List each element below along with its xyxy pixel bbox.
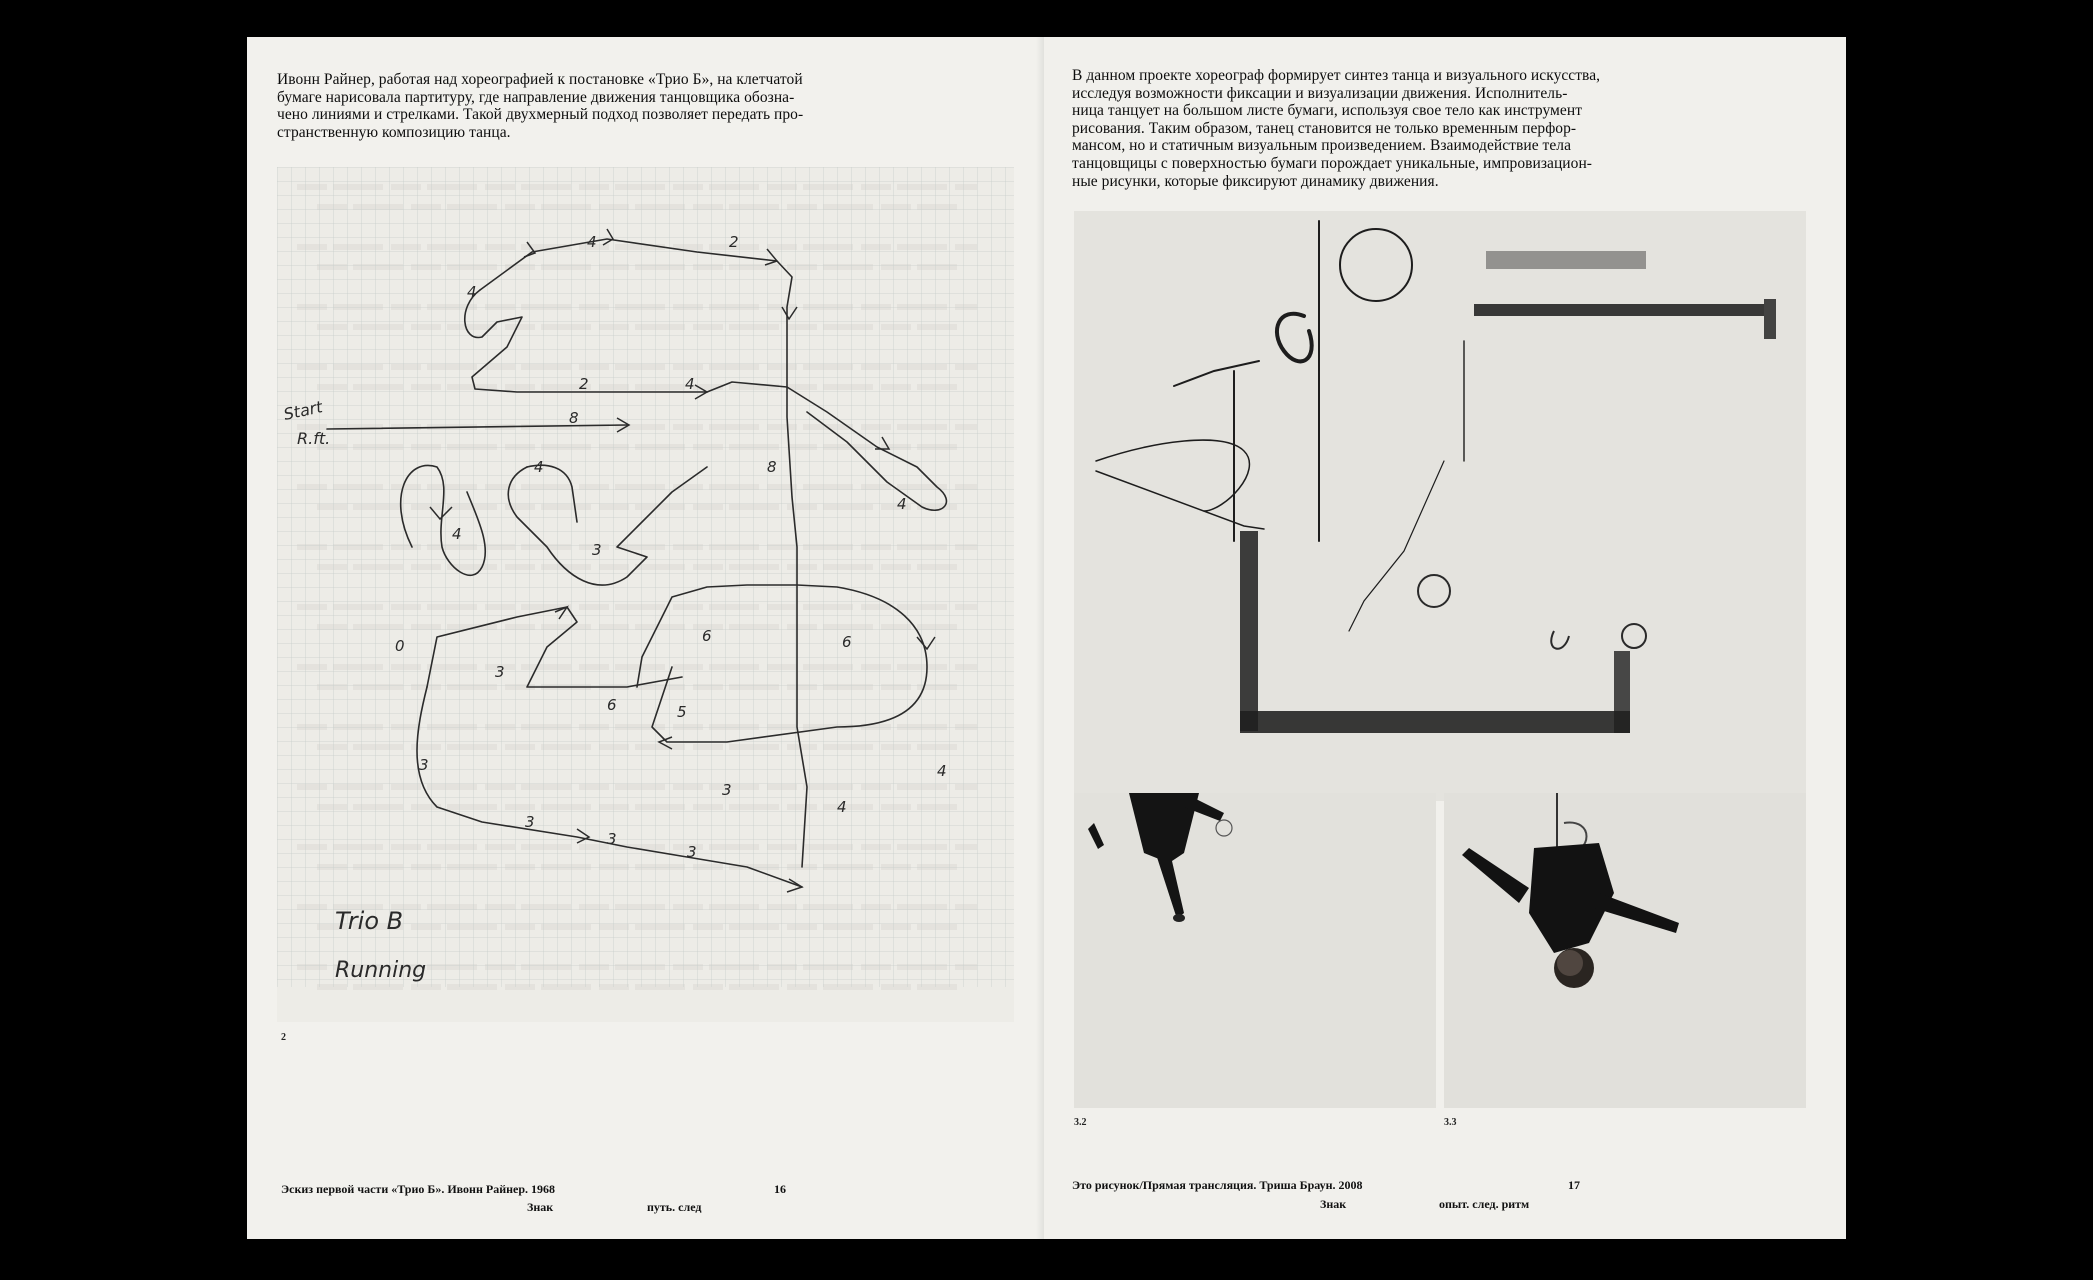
right-paragraph-line: танцовщицы с поверхностью бумаги порождает уникальные, импровизацион- bbox=[1072, 154, 1592, 172]
left-page-number: 16 bbox=[774, 1182, 786, 1196]
left-paragraph bbox=[277, 71, 897, 141]
left-caption: Эскиз первой части «Трио Б». Ивонн Райнер. 1968 bbox=[281, 1182, 556, 1196]
left-tags: путь. след bbox=[647, 1200, 702, 1214]
choreography-score-sketch bbox=[277, 167, 1014, 1022]
left-paragraph-line: Ивонн Райнер, работая над хореографией к постановке «Трио Б», на клетчатой bbox=[277, 71, 803, 88]
right-tags: опыт. след. ритм bbox=[1439, 1197, 1530, 1211]
sketch-number: 0 bbox=[395, 637, 405, 655]
sketch-number: 4 bbox=[685, 375, 695, 393]
sketch-foot-label: R.ft. bbox=[297, 429, 331, 448]
photo-3-3-svg bbox=[1444, 793, 1806, 1108]
sketch-number: 2 bbox=[729, 233, 739, 251]
photo-dancer-top-view bbox=[1444, 793, 1806, 1108]
sketch-number: 4 bbox=[534, 458, 544, 476]
sketch-number: 4 bbox=[897, 495, 907, 513]
sketch-number: 5 bbox=[677, 703, 687, 721]
figure-label: 3.2 bbox=[1074, 1117, 1087, 1128]
sketch-number: 4 bbox=[937, 762, 947, 780]
sketch-title-running: Running bbox=[335, 958, 427, 983]
figure-label: 3.3 bbox=[1444, 1117, 1457, 1128]
sketch-svg bbox=[277, 167, 1014, 1022]
right-paragraph-line: мансом, но и статичным визуальным произведением. Взаимодействие тела bbox=[1072, 137, 1572, 155]
sketch-number: 6 bbox=[607, 696, 617, 714]
left-page bbox=[247, 37, 1044, 1239]
sketch-number: 3 bbox=[592, 541, 602, 559]
photo-drawing-on-paper bbox=[1074, 211, 1806, 801]
right-paragraph-line: ница танцует на большом листе бумаги, используя свое тело как инструмент bbox=[1072, 102, 1583, 120]
sketch-number: 8 bbox=[767, 458, 777, 476]
sketch-title-trio: Trio B bbox=[335, 907, 404, 935]
right-paragraph-line: В данном проекте хореограф формирует синтез танца и визуального искусства, bbox=[1072, 67, 1601, 84]
right-paragraph bbox=[1072, 67, 1712, 190]
sketch-number: 6 bbox=[702, 627, 712, 645]
sketch-number: 4 bbox=[467, 283, 477, 301]
right-page-number: 17 bbox=[1568, 1178, 1580, 1192]
right-paragraph-line: ные рисунки, которые фиксируют динамику движения. bbox=[1072, 172, 1439, 190]
sketch-number: 3 bbox=[607, 830, 617, 848]
sketch-number: 3 bbox=[722, 781, 732, 799]
sketch-number: 4 bbox=[587, 233, 597, 251]
sketch-number: 3 bbox=[525, 813, 535, 831]
right-paragraph-line: рисования. Таким образом, танец становится не только временным перфор- bbox=[1072, 119, 1577, 137]
sketch-number: 2 bbox=[579, 375, 589, 393]
left-paragraph-line: чено линиями и стрелками. Такой двухмерный подход позволяет передать про- bbox=[277, 106, 804, 124]
right-paragraph-line: исследуя возможности фиксации и визуализации движения. Исполнитель- bbox=[1072, 84, 1568, 102]
sketch-number: 3 bbox=[687, 843, 697, 861]
sketch-number: 4 bbox=[452, 525, 462, 543]
left-paragraph-line: бумаге нарисовала партитуру, где направление движения танцовщика обозна- bbox=[277, 88, 795, 106]
figure-label: 2 bbox=[281, 1032, 286, 1043]
sketch-number: 4 bbox=[837, 798, 847, 816]
sketch-number: 6 bbox=[842, 633, 852, 651]
photo-3-2-svg bbox=[1074, 793, 1436, 1108]
right-section-label: Знак bbox=[1320, 1197, 1347, 1211]
sketch-number: 3 bbox=[419, 756, 429, 774]
left-section-label: Знак bbox=[527, 1200, 554, 1214]
sketch-start-label: Start bbox=[281, 397, 325, 424]
sketch-number: 3 bbox=[495, 663, 505, 681]
photo-3-1-svg bbox=[1074, 211, 1806, 801]
photo-dancer-legs bbox=[1074, 793, 1436, 1108]
left-paragraph-line: странственную композицию танца. bbox=[277, 123, 511, 141]
right-page bbox=[1044, 37, 1846, 1239]
right-caption: Это рисунок/Прямая трансляция. Триша Браун. 2008 bbox=[1072, 1178, 1363, 1192]
sketch-number: 8 bbox=[569, 409, 579, 427]
